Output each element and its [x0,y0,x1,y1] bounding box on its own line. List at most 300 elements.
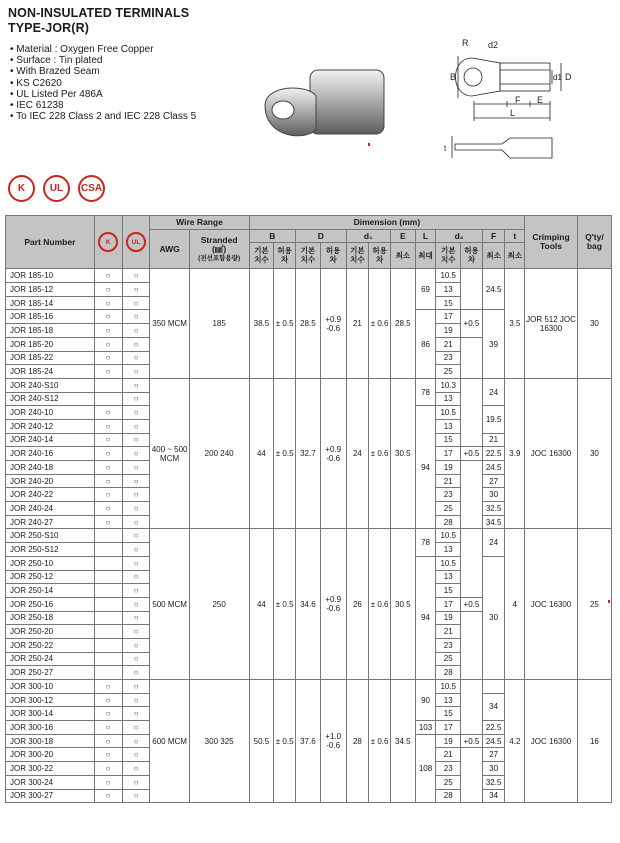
d2-basic: 23 [436,762,461,776]
k-cert-mark: ○ [94,337,122,351]
part-number: JOR 300-20 [6,748,95,762]
d2-tolerance [461,611,483,679]
l-max: 94 [415,556,436,679]
d2-tolerance [461,337,483,378]
part-number: JOR 300-10 [6,680,95,694]
part-number: JOR 185-16 [6,310,95,324]
header-sub-tol [274,243,296,269]
b-basic: 50.5 [249,680,274,803]
header-cha: 차 [467,254,476,264]
f-min: 30 [482,556,505,679]
k-cert-mark: ○ [94,351,122,365]
header-sub-tol [320,243,346,269]
d-tolerance: +0.9 -0.6 [320,269,346,379]
ul-cert-mark: ○ [122,652,150,666]
d2-basic: 19 [436,611,461,625]
f-min: 21 [482,433,505,447]
part-number: JOR 250-18 [6,611,95,625]
b-tolerance: ± 0.5 [274,378,296,529]
part-number: JOR 300-27 [6,789,95,803]
k-cert-mark: ○ [94,789,122,803]
header-awg: AWG [150,229,189,269]
part-number: JOR 240-20 [6,474,95,488]
ul-cert-mark: ○ [122,406,150,420]
label-e: E [537,95,544,105]
k-cert-mark [94,625,122,639]
d2-basic: 17 [436,447,461,461]
d2-basic: 13 [436,283,461,297]
label-r: R [462,38,469,48]
d2-basic: 10.3 [436,378,461,392]
k-cert-mark [94,597,122,611]
part-number: JOR 250-22 [6,638,95,652]
k-mark-icon: K [98,232,118,252]
d1-basic: 21 [346,269,369,379]
ul-cert-mark: ○ [122,337,150,351]
k-cert-mark: ○ [94,365,122,379]
title-line-1: NON-INSULATED TERMINALS [8,6,190,20]
part-number: JOR 240-S12 [6,392,95,406]
ul-cert-mark: ○ [122,611,150,625]
d1-tolerance: ± 0.6 [369,529,391,680]
part-number: JOR 185-22 [6,351,95,365]
k-cert-mark: ○ [94,707,122,721]
d2-basic: 13 [436,693,461,707]
b-basic: 38.5 [249,269,274,379]
b-basic: 44 [249,529,274,680]
header-sub-tol [369,243,391,269]
f-min: 34 [482,789,505,803]
ul-cert-mark: ○ [122,461,150,475]
d2-basic: 15 [436,584,461,598]
part-number: JOR 250-10 [6,556,95,570]
header-k-cert [94,216,122,269]
l-max: 69 [415,269,436,310]
stranded-value: 185 [189,269,249,379]
d-tolerance: +1.0 -0.6 [320,680,346,803]
spec-table-body [6,269,612,803]
part-number: JOR 300-18 [6,734,95,748]
d-tolerance: +0.9 -0.6 [320,529,346,680]
f-min: 34.5 [482,515,505,529]
f-min: 24 [482,378,505,405]
d2-tolerance [461,529,483,597]
d2-basic: 21 [436,474,461,488]
d1-basic: 24 [346,378,369,529]
certification-marks [8,175,105,202]
awg-value: 600 MCM [150,680,189,803]
d2-basic: 19 [436,461,461,475]
d2-basic: 15 [436,707,461,721]
header-sub-basic [436,243,461,269]
k-cert-mark: ○ [94,324,122,338]
part-number: JOR 240-24 [6,502,95,516]
part-number: JOR 240-16 [6,447,95,461]
part-number: JOR 250-14 [6,584,95,598]
part-number: JOR 250-24 [6,652,95,666]
table-row [6,680,612,694]
header-sub-max: 최대 [415,243,436,269]
feature-item: • IEC 61238 [10,100,196,111]
d2-basic: 13 [436,570,461,584]
l-max: 94 [415,406,436,529]
f-min: 32.5 [482,775,505,789]
d1-basic: 28 [346,680,369,803]
ul-cert-mark: ○ [122,666,150,680]
table-row [6,269,612,283]
label-d: D [565,72,572,82]
header-bag: bag [586,241,602,252]
feature-list [10,44,196,122]
header-e: E [390,229,415,243]
header-d: D [296,229,347,243]
ul-cert-mark: ○ [122,310,150,324]
header-stranded-label: Stranded [200,234,238,245]
header-ul-cert [122,216,150,269]
ul-mark-icon: UL [43,175,70,202]
header-tol: 허용 [372,246,387,256]
d2-basic: 25 [436,775,461,789]
t-min: 3.5 [505,269,525,379]
header-d1: d₁ [346,229,390,243]
k-cert-mark: ○ [94,296,122,310]
header-qty: Q'ty/ [585,232,604,243]
d2-tolerance [461,748,483,803]
stranded-value: 250 [189,529,249,680]
d2-tolerance: +0.5 [461,310,483,337]
f-min [482,680,505,694]
feature-item: • Material : Oxygen Free Copper [10,44,196,55]
header-sub-min: 최소 [482,243,505,269]
l-max: 108 [415,734,436,802]
awg-value: 350 MCM [150,269,189,379]
d2-basic: 25 [436,652,461,666]
k-cert-mark [94,543,122,557]
d-basic: 37.6 [296,680,321,803]
ul-cert-mark: ○ [122,488,150,502]
header-stranded [189,229,249,269]
e-min: 28.5 [390,269,415,379]
k-cert-mark [94,529,122,543]
header-crimping-tools [525,216,578,269]
l-max: 103 [415,721,436,735]
ul-cert-mark: ○ [122,625,150,639]
t-min: 4 [505,529,525,680]
ul-cert-mark: ○ [122,296,150,310]
part-number: JOR 300-22 [6,762,95,776]
qty-per-bag: 30 [577,378,611,529]
label-f: F [515,95,521,105]
part-number: JOR 250-20 [6,625,95,639]
f-min: 30 [482,488,505,502]
header-f: F [482,229,505,243]
part-number: JOR 240-27 [6,515,95,529]
k-cert-mark: ○ [94,474,122,488]
header-basic: 기본 [300,246,316,256]
header-sub-min: 최소 [390,243,415,269]
k-cert-mark: ○ [94,283,122,297]
ul-cert-mark: ○ [122,502,150,516]
header-d2: d₂ [436,229,482,243]
k-cert-mark: ○ [94,502,122,516]
qty-per-bag: 25 [577,529,611,680]
d2-basic: 23 [436,488,461,502]
label-t: t [444,144,447,153]
k-cert-mark: ○ [94,515,122,529]
ul-cert-mark: ○ [122,392,150,406]
feature-item: • To IEC 228 Class 2 and IEC 228 Class 5 [10,111,196,122]
l-max: 78 [415,529,436,556]
ul-cert-mark: ○ [122,365,150,379]
red-mark [368,143,370,146]
header-stranded-unit: (㎟) [212,243,227,254]
k-cert-mark: ○ [94,488,122,502]
header-basic: 기본 [254,246,269,256]
f-min: 39 [482,310,505,378]
header-cha: 차 [281,254,289,264]
header-value: 치수 [300,254,316,264]
ul-cert-mark: ○ [122,638,150,652]
d2-basic: 17 [436,597,461,611]
d2-basic: 10.5 [436,406,461,420]
header-l: L [415,229,436,243]
k-cert-mark: ○ [94,721,122,735]
d2-tolerance: +0.5 [461,734,483,748]
table-row [6,378,612,392]
spec-table-header [6,216,612,269]
l-max: 86 [415,310,436,378]
k-cert-mark [94,392,122,406]
k-cert-mark: ○ [94,433,122,447]
header-tol: 허용 [325,246,341,256]
k-cert-mark: ○ [94,461,122,475]
l-max: 90 [415,680,436,721]
d2-tolerance [461,461,483,529]
d2-basic: 19 [436,324,461,338]
d2-basic: 21 [436,748,461,762]
d2-basic: 19 [436,734,461,748]
k-cert-mark: ○ [94,680,122,694]
part-number: JOR 250-27 [6,666,95,680]
header-cha: 차 [329,254,337,264]
d2-tolerance [461,378,483,446]
header-dimension: Dimension (mm) [249,216,525,230]
part-number: JOR 185-24 [6,365,95,379]
d-basic: 34.6 [296,529,321,680]
d2-basic: 17 [436,721,461,735]
part-number: JOR 185-10 [6,269,95,283]
d2-basic: 28 [436,666,461,680]
ul-cert-mark: ○ [122,680,150,694]
k-cert-mark: ○ [94,419,122,433]
header-sub-basic [296,243,321,269]
part-number: JOR 240-10 [6,406,95,420]
ul-mark-icon: UL [126,232,146,252]
crimping-tools: JOC 16300 [525,680,578,803]
part-number: JOR 185-18 [6,324,95,338]
ul-cert-mark: ○ [122,584,150,598]
part-number: JOR 185-12 [6,283,95,297]
f-min: 22.5 [482,447,505,461]
header-value: 치수 [254,254,269,264]
d2-basic: 10.5 [436,680,461,694]
k-cert-mark: ○ [94,734,122,748]
table-row [6,529,612,543]
ul-cert-mark: ○ [122,529,150,543]
k-cert-mark: ○ [94,406,122,420]
label-d2: d2 [488,40,499,50]
k-cert-mark [94,638,122,652]
k-cert-mark [94,584,122,598]
part-number: JOR 300-12 [6,693,95,707]
e-min: 30.5 [390,529,415,680]
d2-basic: 25 [436,365,461,379]
feature-item: • UL Listed Per 486A [10,89,196,100]
d1-tolerance: ± 0.6 [369,680,391,803]
b-tolerance: ± 0.5 [274,680,296,803]
d2-basic: 23 [436,638,461,652]
d1-basic: 26 [346,529,369,680]
qty-per-bag: 30 [577,269,611,379]
catalog-title [8,6,189,36]
d2-basic: 21 [436,337,461,351]
ul-cert-mark: ○ [122,433,150,447]
ul-cert-mark: ○ [122,789,150,803]
header-sub-basic [249,243,274,269]
terminal-photo [250,66,390,146]
k-cert-mark [94,652,122,666]
d2-basic: 17 [436,310,461,324]
part-number: JOR 250-S10 [6,529,95,543]
label-d1: d1 [553,73,562,82]
part-number: JOR 240-18 [6,461,95,475]
stranded-value: 200 240 [189,378,249,529]
part-number: JOR 300-14 [6,707,95,721]
k-cert-mark: ○ [94,748,122,762]
part-number: JOR 185-20 [6,337,95,351]
f-min: 30 [482,762,505,776]
ul-cert-mark: ○ [122,378,150,392]
k-cert-mark: ○ [94,447,122,461]
header-t: t [505,229,525,243]
b-tolerance: ± 0.5 [274,269,296,379]
ul-cert-mark: ○ [122,734,150,748]
d2-basic: 28 [436,515,461,529]
header-basic: 기본 [440,246,456,256]
k-cert-mark [94,666,122,680]
k-cert-mark: ○ [94,762,122,776]
d2-basic: 21 [436,625,461,639]
header-basic: 기본 [350,246,365,256]
d2-basic: 15 [436,296,461,310]
d2-basic: 28 [436,789,461,803]
ul-cert-mark: ○ [122,351,150,365]
d-basic: 28.5 [296,269,321,379]
e-min: 30.5 [390,378,415,529]
d-tolerance: +0.9 -0.6 [320,378,346,529]
awg-value: 400 ~ 500 MCM [150,378,189,529]
ul-cert-mark: ○ [122,474,150,488]
ul-cert-mark: ○ [122,324,150,338]
part-number: JOR 240-22 [6,488,95,502]
b-basic: 44 [249,378,274,529]
k-cert-mark [94,556,122,570]
header-b: B [249,229,295,243]
f-min: 27 [482,474,505,488]
ul-cert-mark: ○ [122,447,150,461]
feature-item: • KS C2620 [10,78,196,89]
ul-cert-mark: ○ [122,570,150,584]
part-number: JOR 250-S12 [6,543,95,557]
header-sub-basic [346,243,369,269]
crimping-tools: JOC 16300 [525,378,578,529]
f-min: 24.5 [482,461,505,475]
f-min: 34 [482,693,505,720]
e-min: 34.5 [390,680,415,803]
d2-tolerance: +0.5 [461,597,483,611]
ul-cert-mark: ○ [122,775,150,789]
ul-cert-mark: ○ [122,762,150,776]
f-min: 24.5 [482,269,505,310]
awg-value: 500 MCM [150,529,189,680]
ul-cert-mark: ○ [122,543,150,557]
d2-tolerance [461,680,483,735]
csa-mark-icon: CSA [78,175,105,202]
k-cert-mark [94,378,122,392]
header-sub-min: 최소 [505,243,525,269]
ul-cert-mark: ○ [122,693,150,707]
ul-cert-mark: ○ [122,419,150,433]
header-value: 치수 [350,254,365,264]
crimping-tools: JOR 512 JOC 16300 [525,269,578,379]
header-sub-tol [461,243,483,269]
k-cert-mark: ○ [94,693,122,707]
qty-per-bag: 16 [577,680,611,803]
part-number: JOR 240-14 [6,433,95,447]
label-b: B [450,72,457,82]
title-line-2: TYPE-JOR(R) [8,21,89,35]
dimension-drawing [440,26,590,176]
d2-basic: 10.5 [436,269,461,283]
k-cert-mark [94,611,122,625]
d2-basic: 10.5 [436,556,461,570]
header-tools: Tools [539,241,563,252]
k-cert-mark: ○ [94,310,122,324]
part-number: JOR 185-14 [6,296,95,310]
part-number: JOR 240-S10 [6,378,95,392]
d2-basic: 13 [436,392,461,406]
l-max: 78 [415,378,436,405]
b-tolerance: ± 0.5 [274,529,296,680]
stranded-value: 300 325 [189,680,249,803]
header-tol: 허용 [464,246,479,256]
ul-cert-mark: ○ [122,597,150,611]
header-wire-range: Wire Range [150,216,249,230]
header-part-number: Part Number [6,216,95,269]
d2-basic: 23 [436,351,461,365]
feature-item: • Surface : Tin plated [10,55,196,66]
d2-basic: 13 [436,543,461,557]
f-min: 24.5 [482,734,505,748]
part-number: JOR 240-12 [6,419,95,433]
f-min: 22.5 [482,721,505,735]
t-min: 4.2 [505,680,525,803]
k-mark-icon: K [8,175,35,202]
k-cert-mark [94,570,122,584]
header-crimping: Crimping [532,232,570,243]
part-number: JOR 300-24 [6,775,95,789]
part-number: JOR 250-12 [6,570,95,584]
